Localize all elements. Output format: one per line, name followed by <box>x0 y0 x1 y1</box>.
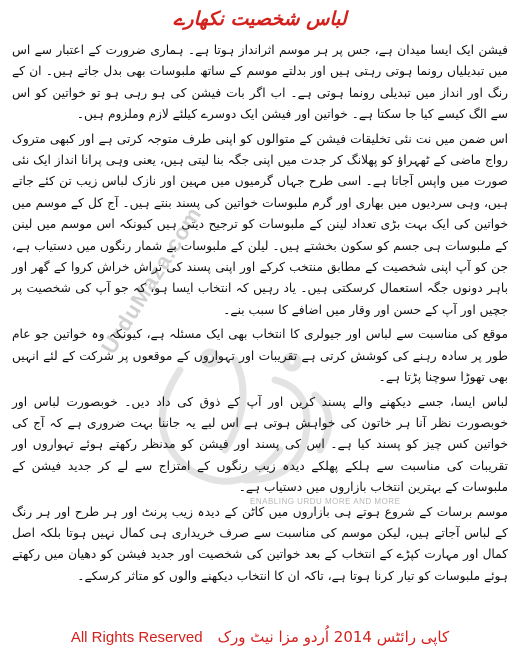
copyright-footer <box>0 628 520 647</box>
watermark-site-name: UrduMaza.com <box>96 202 207 359</box>
watermark-tagline: ENABLING URDU MORE AND MORE <box>250 497 401 506</box>
article-paragraph: موسم برسات کے شروع ہوتے ہی بازاروں میں کاٹن کے دیدہ زیب پرنٹ اور ہر طرح اور ہر رنگ کے لباس آجاتے ہیں، لیکن موسم کی مناسبت سے صرف خریداری ہی کمال نہیں ہوتا بلکہ اصل کمال اور مہارت کپڑے کے انتخاب کے بعد خواتین کی شخصیت اور جدید فیشن کو دھیان میں رکھتے ہوئے ملبوسات کو تیار کرنا ہوتا ہے، تاکہ ان کا انتخاب دیکھنے والوں کو متاثر کرسکے۔ <box>12 504 508 583</box>
rights-reserved-text: All Rights Reserved <box>70 629 203 646</box>
article-body <box>12 40 508 590</box>
article-paragraph: لباس ایسا، جسے دیکھنے والے پسند کریں اور آپ کے ذوق کی داد دیں۔ خوبصورت لباس اور خوبصورت نظر آنا ہر خاتون کی خواہش ہوتی ہے اس لیے یہ جاننا بہت ضروری ہے کہ آج کی خواتین کس چیز کو پسند کیا ہے۔ اس کی پسند اور فیشن کو مدنظر رکھتے ہوئے تہواروں اور تقریبات کی مناسبت سے ہلکے پھلکے دیدہ زیب رنگوں کے امتزاج سے لے کر جدید فیشن کے ملبوسات کے بہترین انتخاب بازاروں میں دستیاب ہے۔ <box>12 394 508 495</box>
article-paragraph: اس ضمن میں نت نئی تخلیقات فیشن کے متوالوں کو اپنی طرف متوجہ کرتی ہے اور کبھی متروک رواج ماضی کے ٹھہراؤ کو پھلانگ کر جدت میں اپنی جگہ بنا لیتی ہیں، یعنی وہی پرانا انداز ایک نئی صورت میں واپس آجاتا ہے۔ اسی طرح جہاں گرمیوں میں مہین اور نازک لباس زیب تن کئے جاتے ہیں، وہی سردیوں میں بھاری اور گرم ملبوسات خواتین کی پسند بنتے ہیں۔ آج کل کے موسم میں خواتین کی ایک بہت بڑی تعداد لینن کے ملبوسات کو ترجیح دیتی ہیں کیونکہ اس موسم میں لینن کے ملبوسات ہی جسم کو سکون بخشتے ہیں۔ لیلن کے ملبوسات بے شمار رنگوں میں دستیاب ہے، جن کو آپ اپنی شخصیت کے مطابق منتخب کرکے اور اپنی پسند کی تراش خراش کروا کے گھر اور باہر دونوں جگہ استعمال کرسکتی ہیں۔ یاد رہیں کہ انتخاب ایسا ہو، کہ جو آپ کی شخصیت پر جچیں اور آپ کے حسن اور وقار میں اضافے کا سبب بنے۔ <box>12 131 508 317</box>
copyright-urdu-text: کاپی رائٹس 2014 اُردو مزا نیٹ ورک <box>217 628 450 646</box>
article-paragraph: موقع کی مناسبت سے لباس اور جیولری کا انتخاب بھی ایک مسئلہ ہے، کیونکہ وہ خواتین جو عام طور پر سادہ رہنے کی کوشش کرتی ہے تقریبات اور تہواروں کے موقعوں پر شرکت کے لئے انہیں بھی تھوڑا سوچنا پڑتا ہے۔ <box>12 327 508 385</box>
article-paragraph: فیشن ایک ایسا میدان ہے، جس پر ہر موسم اثرانداز ہوتا ہے۔ ہماری ضرورت کے اعتبار سے اس میں تبدیلیاں رونما ہوتی رہتی ہیں اور بدلتے موسم کے ساتھ ملبوسات بھی بدل جاتے ہیں۔ ان کے رنگ اور انداز میں تبدیلی رونما ہوتی ہے۔ اب اگر بات فیشن کی ہو رہی ہو تو خواتین کو اس سے الگ کیسے کیا جا سکتا ہے۔ خواتین اور فیشن ایک دوسرے کیلئے لازم وملزوم ہیں۔ <box>12 43 508 122</box>
article-title: لباس شخصیت نکھارے <box>173 8 347 30</box>
